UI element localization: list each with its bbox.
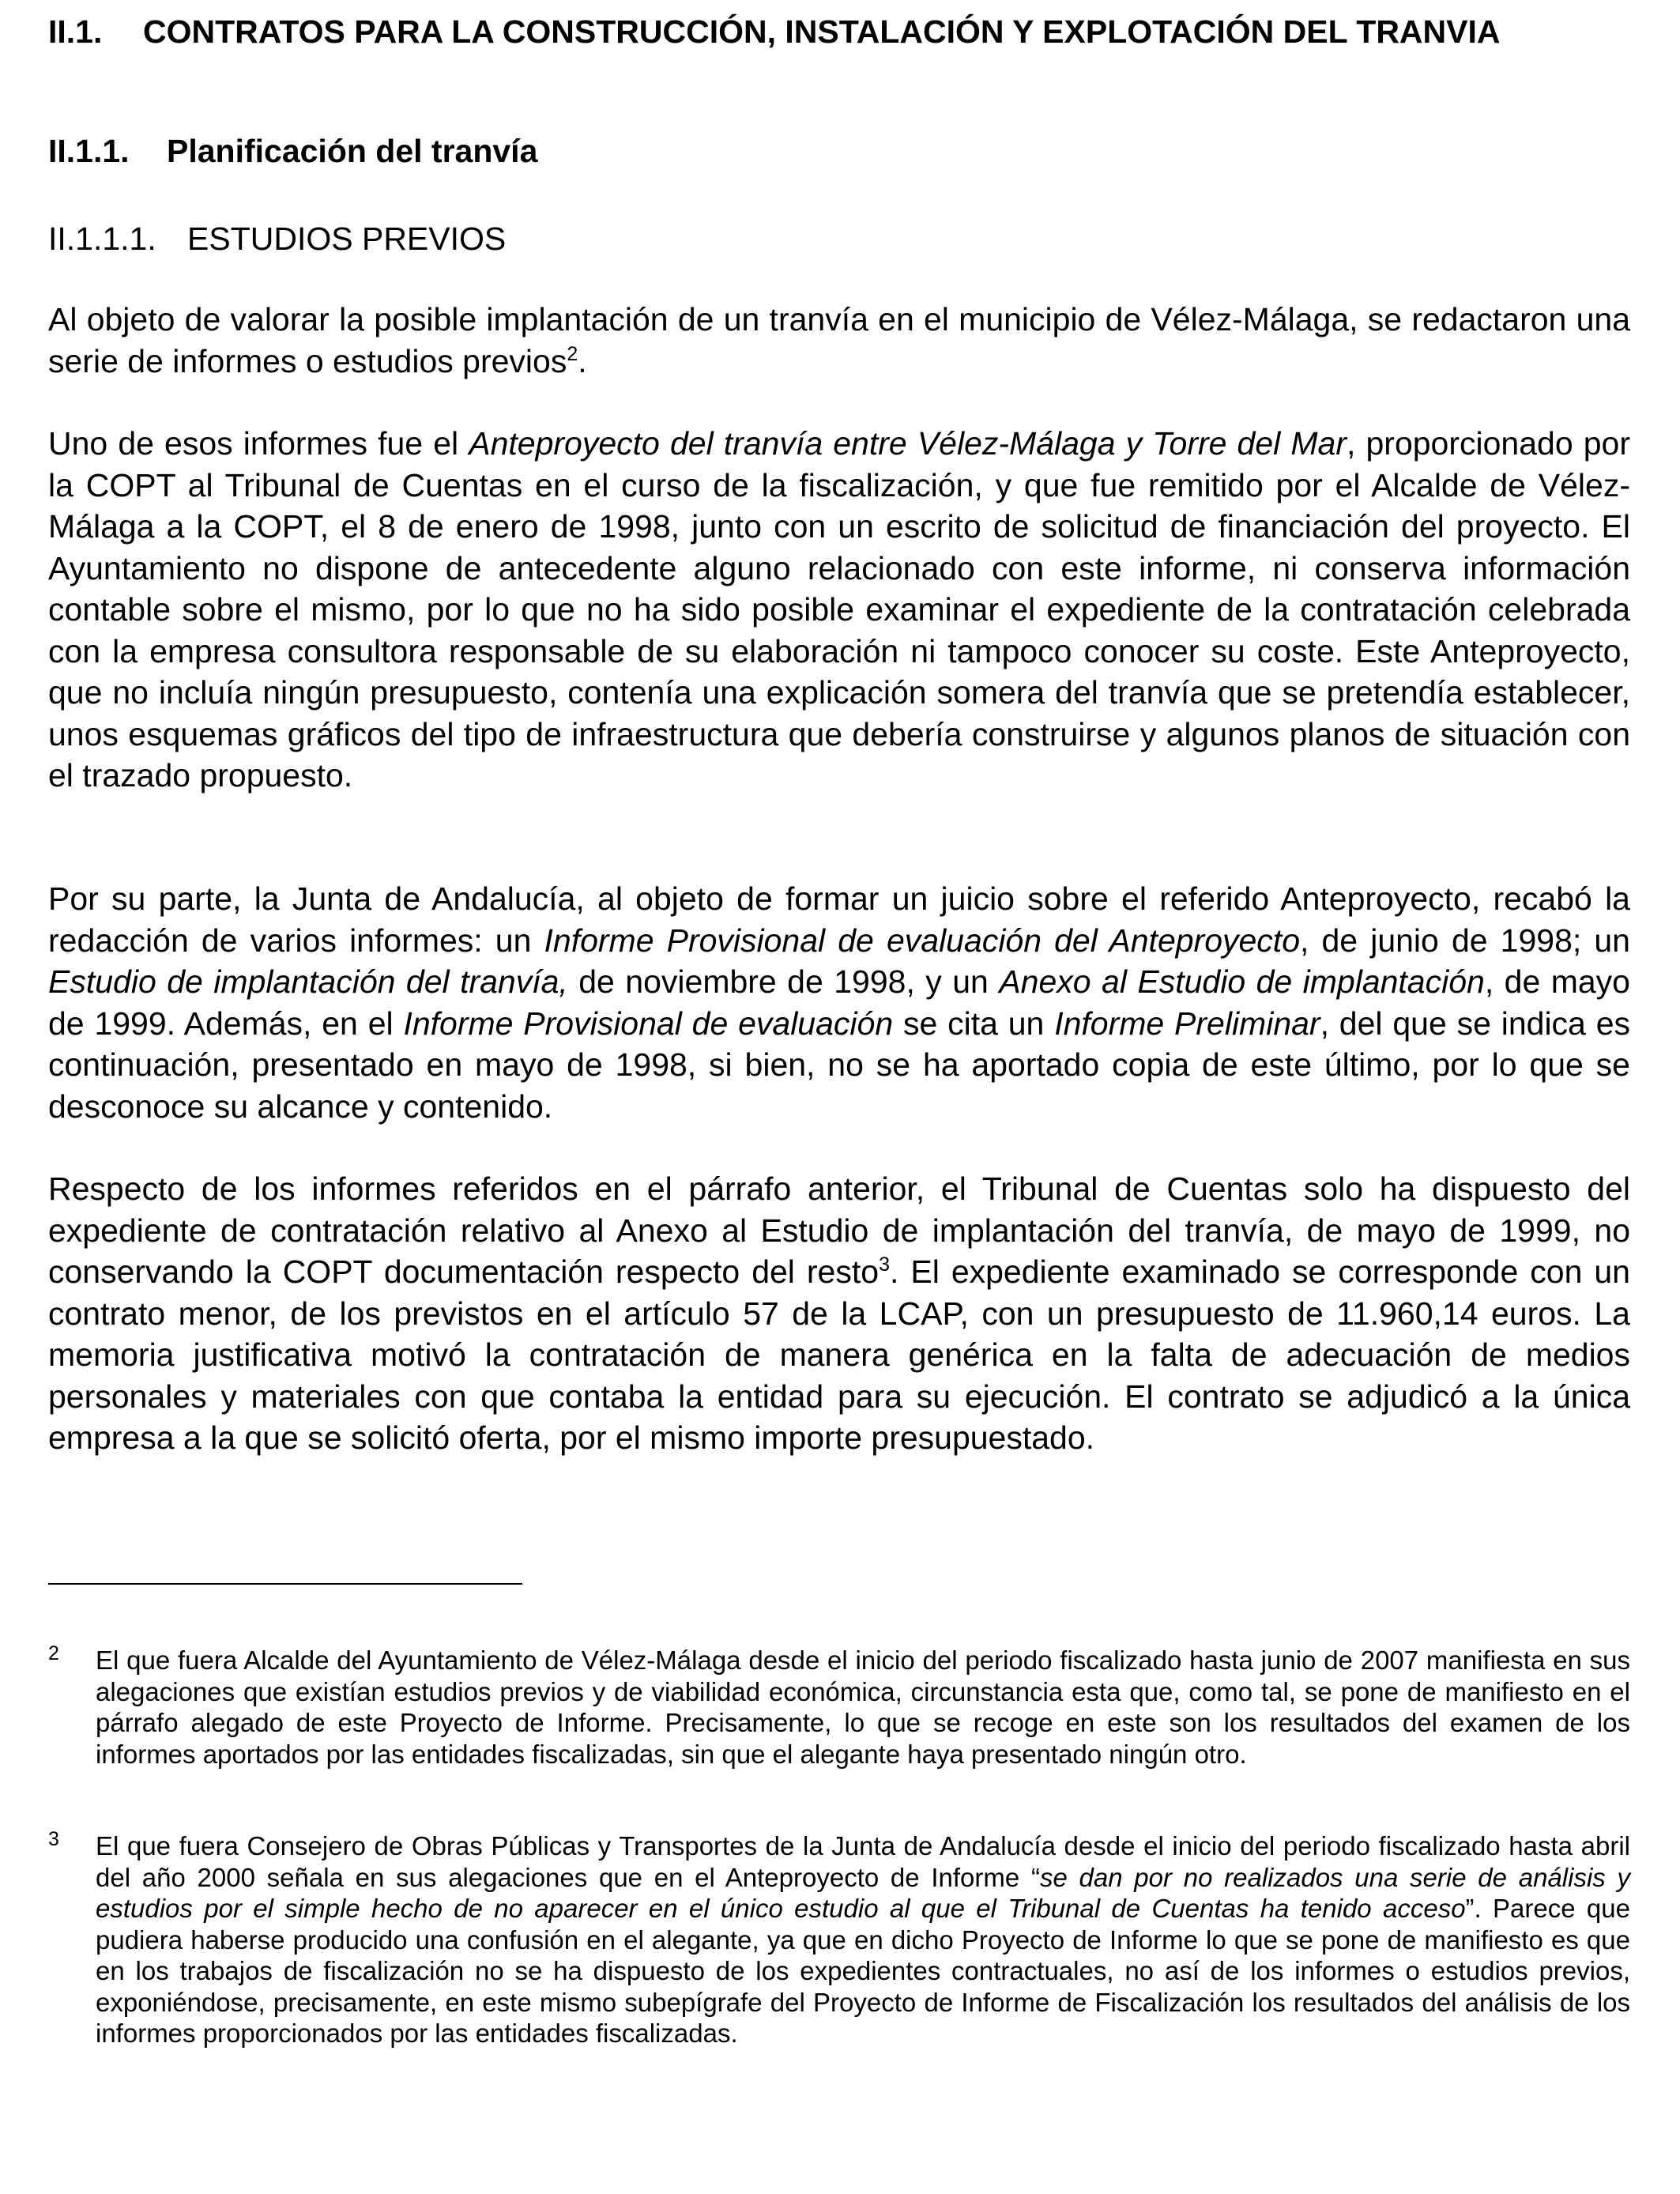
quoted-text-italic: se dan por no realizados una serie de análisis y estudios por el simple hecho de no aparecer en el único estudio al que el Tribunal de Cuentas ha tenido acceso [96, 1862, 1630, 1923]
footnote [48, 1642, 1630, 1770]
subsubsection-heading [48, 218, 506, 259]
footnote-mark: 3 [48, 1828, 59, 1850]
document-title-italic: Anteproyecto del tranvía entre Vélez-Málaga y Torre del Mar [469, 425, 1347, 462]
paragraph: Por su parte, la Junta de Andalucía, al objeto de formar un juicio sobre el referido Anteproyecto, recabó la redacción de varios informes: un Informe Provisional de evaluación del Anteproyecto, de junio de 1998; un Estudio de implantación del tranvía, de noviembre de 1998, y un Anexo al Estudio de implantación, de mayo de 1999. Además, en el Informe Provisional de evaluación se cita un Informe Preliminar, del que se indica es continuación, presentado en mayo de 1998, si bien, no se ha aportado copia de este último, por lo que se desconoce su alcance y contenido. [48, 880, 1631, 1125]
footnote-text: El que fuera Alcalde del Ayuntamiento de Vélez-Málaga desde el inicio del periodo fiscalizado hasta junio de 2007 manifiesta en sus alegaciones que existían estudios previos y de viabilidad económica, circunstancia esta que, como tal, se pone de manifiesto en el párrafo alegado de este Proyecto de Informe. Precisamente, lo que se recoge en este son los resultados del examen de los informes aportados por las entidades fiscalizadas, sin que el alegante haya presentado ningún otro. [96, 1646, 1630, 1769]
document-title-italic: Informe Provisional de evaluación [403, 1005, 894, 1042]
paragraph: Al objeto de valorar la posible implantación de un tranvía en el municipio de Vélez-Málaga, se redactaron una serie de informes o estudios previos$^2$. [48, 301, 1630, 379]
document-title-italic: Informe Provisional de evaluación del Anteproyecto [544, 922, 1300, 959]
footnote [48, 1830, 1630, 2049]
document-title-italic: Estudio de implantación del tranvía, [48, 963, 568, 1000]
section-title: CONTRATOS PARA LA CONSTRUCCIÓN, INSTALACIÓN Y EXPLOTACIÓN DEL TRANVIA [143, 13, 1501, 50]
section-number: II.1. [48, 13, 103, 50]
subsubsection-number: II.1.1.1. [48, 221, 156, 257]
subsection-heading [48, 130, 537, 172]
section-heading [48, 11, 1630, 52]
paragraph: Uno de esos informes fue el Anteproyecto del tranvía entre Vélez-Málaga y Torre del Mar, proporcionado por la COPT al Tribunal de Cuentas en el curso de la fiscalización, y que fue remitido por el Alcalde de Vélez-Málaga a la COPT, el 8 de enero de 1998, junto con un escrito de solicitud de financiación del proyecto. El Ayuntamiento no dispone de antecedente alguno relacionado con este informe, ni conserva información contable sobre el mismo, por lo que no ha sido posible examinar el expediente de la contratación celebrada con la empresa consultora responsable de su elaboración ni tampoco conocer su coste. Este Anteproyecto, que no incluía ningún presupuesto, contenía una explicación somera del tranvía que se pretendía establecer, unos esquemas gráficos del tipo de infraestructura que debería construirse y algunos planos de situación con el trazado propuesto. [48, 425, 1631, 794]
subsection-number: II.1.1. [48, 133, 130, 169]
footnote-ref[interactable]: 3 [879, 1253, 890, 1276]
paragraph: Respecto de los informes referidos en el párrafo anterior, el Tribunal de Cuentas solo ha dispuesto del expediente de contratación relativo al Anexo al Estudio de implantación del tranvía, de mayo de 1999, no conservando la COPT documentación respecto del resto$^3$. El expediente examinado se corresponde con un contrato menor, de los previstos en el artículo 57 de la LCAP, con un presupuesto de 11.960,14 euros. La memoria justificativa motivó la contratación de manera genérica en la falta de adecuación de medios personales y materiales con que contaba la entidad para su ejecución. El contrato se adjudicó a la única empresa a la que se solicitó oferta, por el mismo importe presupuestado. [48, 1171, 1630, 1456]
subsubsection-title: ESTUDIOS PREVIOS [187, 221, 507, 257]
footnote-separator [48, 1583, 522, 1585]
footnote-mark: 2 [48, 1642, 59, 1664]
footnote-text: El que fuera Consejero de Obras Públicas y Transportes de la Junta de Andalucía desde el inicio del periodo fiscalizado hasta abril del año 2000 señala en sus alegaciones que en el Anteproyecto de Informe “se dan por no realizados una serie de análisis y estudios por el simple hecho de no aparecer en el único estudio al que el Tribunal de Cuentas ha tenido acceso”. Parece que pudiera haberse producido una confusión en el alegante, ya que en dicho Proyecto de Informe lo que se pone de manifiesto es que en los trabajos de fiscalización no se ha dispuesto de los expedientes contractuales, no así de los informes o estudios previos, exponiéndose, precisamente, en este mismo subepígrafe del Proyecto de Informe de Fiscalización los resultados del análisis de los informes proporcionados por las entidades fiscalizadas. [96, 1831, 1630, 2048]
document-title-italic: Anexo al Estudio de implantación [999, 963, 1485, 1000]
document-title-italic: Informe Preliminar [1054, 1005, 1320, 1042]
subsection-title: Planificación del tranvía [167, 133, 538, 169]
footnote-ref[interactable]: 2 [567, 342, 578, 365]
